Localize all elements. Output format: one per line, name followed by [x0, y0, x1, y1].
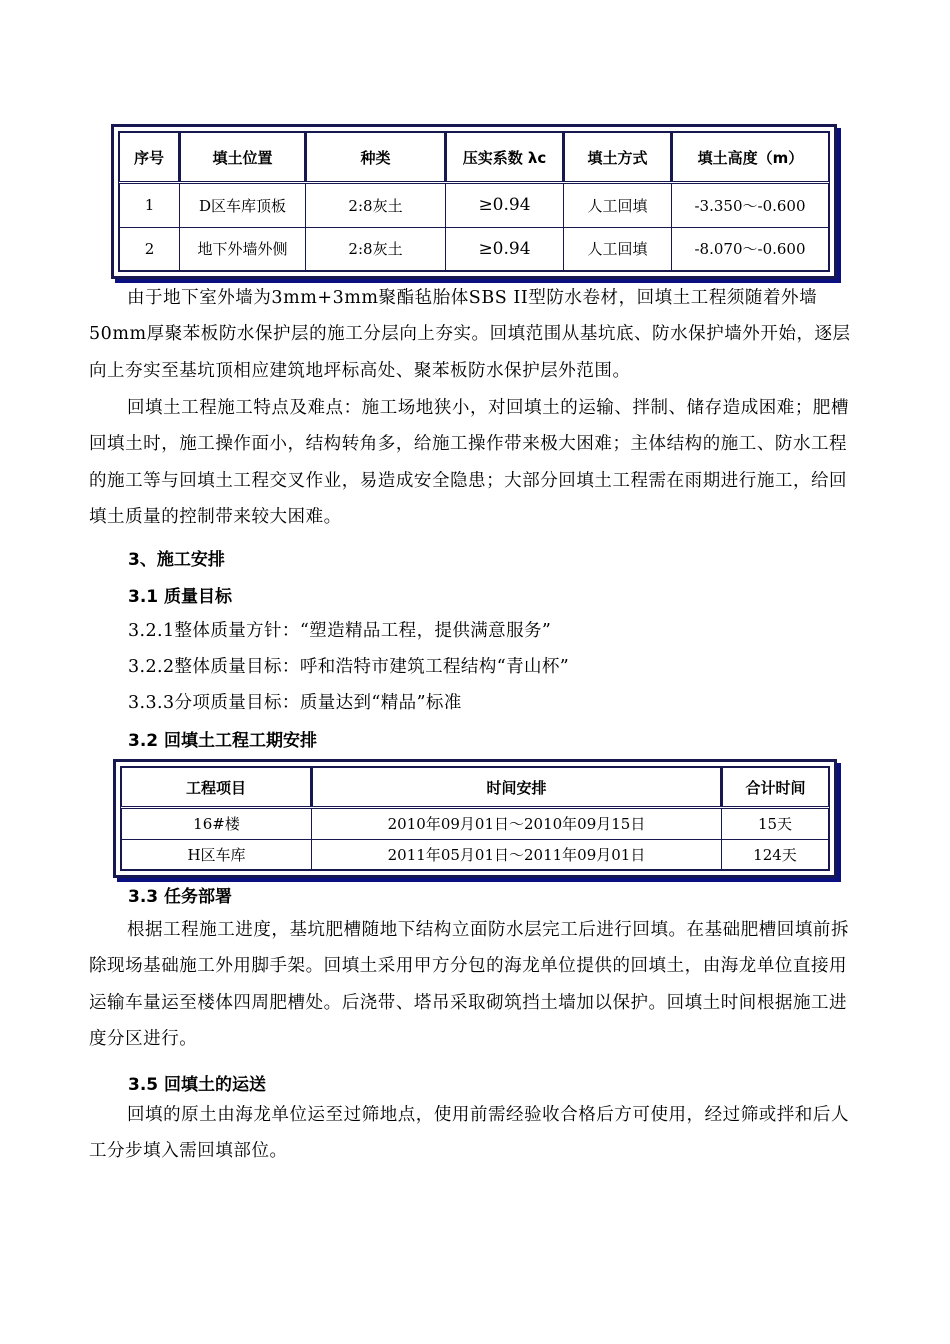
table-cell: 2 — [120, 227, 180, 270]
table-row — [120, 183, 829, 228]
table-cell: ≥0.94 — [446, 227, 564, 270]
section-heading: 3.5 回填土的运送 — [128, 1075, 267, 1095]
table-header-cell: 压实系数 λc — [446, 133, 564, 183]
section-heading: 3.1 质量目标 — [128, 587, 233, 607]
table-cell: 2010年09月01日～2010年09月15日 — [312, 808, 722, 840]
table-header-row — [122, 768, 829, 808]
table-cell: 人工回填 — [564, 183, 672, 228]
table-row — [120, 227, 829, 270]
table-cell: 1 — [120, 183, 180, 228]
section-heading: 3.3 任务部署 — [128, 887, 233, 907]
table-cell: ≥0.94 — [446, 183, 564, 228]
table-header-cell: 序号 — [120, 133, 180, 183]
table-cell: 2:8灰土 — [306, 227, 446, 270]
table-header-cell: 填土方式 — [564, 133, 672, 183]
table-cell: H区车库 — [122, 839, 312, 869]
paragraph-task-deployment: 根据工程施工进度，基坑肥槽随地下结构立面防水层完工后进行回填。在基础肥槽回填前拆除现场基础施工外用脚手架。回填土采用甲方分包的海龙单位提供的回填土，由海龙单位直接用运输车量运至楼体四周肥槽处。后浇带、塔吊采取砌筑挡土墙加以保护。回填土时间根据施工进度分区进行。 — [89, 920, 849, 1050]
table-cell: 16#楼 — [122, 808, 312, 840]
table-header-row — [120, 133, 829, 183]
paragraph-wall-waterproofing: 由于地下室外墙为3mm+3mm聚酯毡胎体SBS II型防水卷材，回填土工程须随着外墙50mm厚聚苯板防水保护层的施工分层向上夯实。回填范围从基坑底、防水保护墙外开始，逐层向上夯实至基坑顶相应建筑地坪标高处、聚苯板防水保护层外范围。 — [89, 288, 851, 381]
quality-item: 3.3.3分项质量目标：质量达到“精品”标准 — [128, 693, 462, 713]
fill-spec-table — [111, 124, 837, 279]
table-cell: 2:8灰土 — [306, 183, 446, 228]
table-cell: D区车库顶板 — [180, 183, 306, 228]
paragraph-difficulties: 回填土工程施工特点及难点：施工场地狭小，对回填土的运输、拌制、储存造成困难；肥槽回填土时，施工操作面小，结构转角多，给施工操作带来极大困难；主体结构的施工、防水工程的施工等与回填土工程交叉作业，易造成安全隐患；大部分回填土工程需在雨期进行施工，给回填土质量的控制带来较大困难。 — [89, 398, 849, 528]
quality-item: 3.2.2整体质量目标：呼和浩特市建筑工程结构“青山杯” — [128, 657, 570, 677]
table-header-cell: 合计时间 — [722, 768, 829, 808]
table-header-cell: 填土位置 — [180, 133, 306, 183]
section-heading: 3.2 回填土工程工期安排 — [128, 731, 318, 751]
section-heading: 3、施工安排 — [128, 550, 225, 570]
table-cell: 2011年05月01日～2011年09月01日 — [312, 839, 722, 869]
table-cell: 地下外墙外侧 — [180, 227, 306, 270]
table-header-cell: 填土高度（m） — [672, 133, 829, 183]
table-row — [122, 808, 829, 840]
table-header-cell: 工程项目 — [122, 768, 312, 808]
table-header-cell: 种类 — [306, 133, 446, 183]
table-cell: -3.350～-0.600 — [672, 183, 829, 228]
table-header-cell: 时间安排 — [312, 768, 722, 808]
table-cell: -8.070～-0.600 — [672, 227, 829, 270]
table-row — [122, 839, 829, 869]
paragraph-soil-transport: 回填的原土由海龙单位运至过筛地点，使用前需经验收合格后方可使用，经过筛或拌和后人工分步填入需回填部位。 — [89, 1105, 849, 1162]
table-cell: 人工回填 — [564, 227, 672, 270]
table-cell: 15天 — [722, 808, 829, 840]
table-cell: 124天 — [722, 839, 829, 869]
quality-item: 3.2.1整体质量方针：“塑造精品工程，提供满意服务” — [128, 621, 552, 641]
schedule-table — [113, 759, 837, 878]
